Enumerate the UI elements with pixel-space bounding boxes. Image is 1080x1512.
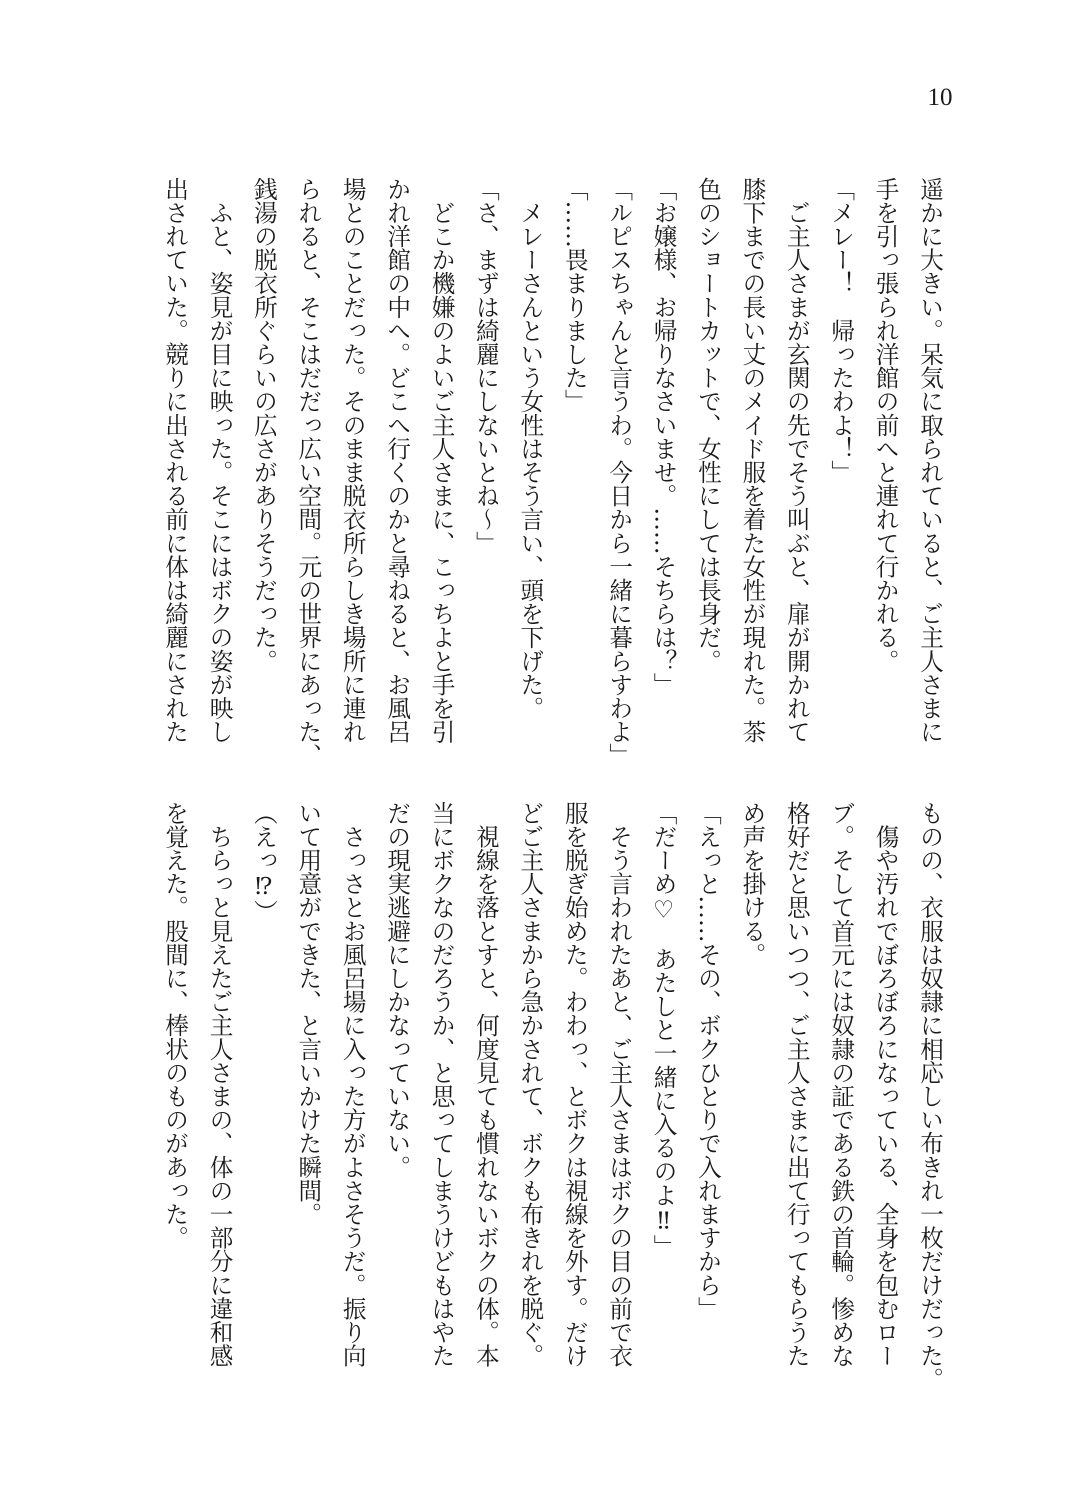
text-line: 手を引っ張られ洋館の前へと連れて行かれる。 bbox=[871, 177, 900, 673]
text-line: ものの、衣服は奴隷に相応しい布きれ一枚だけだった。 bbox=[916, 801, 944, 1391]
text-line: 「えっと……その、ボクひとりで入れますから」 bbox=[693, 801, 722, 1321]
text-line: どご主人さまから急かされて、ボクも布きれを脱ぐ。 bbox=[516, 801, 545, 1368]
text-line: （えっ⁉） bbox=[249, 801, 278, 924]
text-line: いて用意ができた、と言いかけた瞬間。 bbox=[294, 801, 323, 1226]
text-line: ちらっと見えたご主人さまの、体の一部分に違和感 bbox=[205, 801, 234, 1368]
text-line: 「お嬢様、お帰りなさいませ。……そちらは？」 bbox=[649, 177, 678, 697]
text-line: 「ルピスちゃんと言うわ。今日から一緒に暮らすわよ」 bbox=[605, 177, 634, 767]
text-line: 視線を落とすと、何度見ても慣れないボクの体。本 bbox=[471, 801, 500, 1368]
text-line: 格好だと思いつつ、ご主人さまに出て行ってもらうた bbox=[782, 801, 811, 1368]
text-line: 色のショートカットで、女性にしては長身だ。 bbox=[693, 177, 722, 673]
text-line: 出されていた。競りに出される前に体は綺麗にされた bbox=[161, 177, 190, 744]
text-line: 「メレー！ 帰ったわよ！」 bbox=[827, 177, 856, 484]
text-line: そう言われたあと、ご主人さまはボクの目の前で衣 bbox=[605, 801, 634, 1368]
text-line: 場とのことだった。そのまま脱衣所らしき場所に連れ bbox=[338, 177, 367, 744]
text-line: ふと、姿見が目に映った。そこにはボクの姿が映し bbox=[205, 177, 234, 744]
text-line: 当にボクなのだろうか、と思ってしまうけどもはやた bbox=[427, 801, 456, 1368]
text-line: 傷や汚れでぼろぼろになっている、全身を包むロー bbox=[871, 801, 900, 1368]
text-line: 銭湯の脱衣所ぐらいの広さがありそうだった。 bbox=[249, 177, 278, 673]
text-line: 遥かに大きい。呆気に取られていると、ご主人さまに bbox=[916, 177, 944, 744]
text-line: メレーさんという女性はそう言い、頭を下げた。 bbox=[516, 177, 545, 720]
text-line: だの現実逃避にしかなっていない。 bbox=[383, 801, 412, 1179]
text-line: 膝下までの長い丈のメイド服を着た女性が現れた。茶 bbox=[738, 177, 767, 744]
text-line: め声を掛ける。 bbox=[738, 801, 767, 967]
text-line: 服を脱ぎ始めた。わわっ、とボクは視線を外す。だけ bbox=[560, 801, 589, 1368]
text-line: られると、そこはだだっ広い空間。元の世界にあった、 bbox=[294, 177, 323, 767]
text-line: を覚えた。股間に、棒状のものがあった。 bbox=[161, 801, 190, 1250]
text-line: どこか機嫌のよいご主人さまに、こっちよと手を引 bbox=[427, 177, 456, 744]
text-block-bottom bbox=[152, 801, 952, 1391]
text-line: ご主人さまが玄関の先でそう叫ぶと、扉が開かれて bbox=[782, 177, 811, 744]
page-number: 10 bbox=[927, 84, 953, 111]
text-line: かれ洋館の中へ。どこへ行くのかと尋ねると、お風呂 bbox=[383, 177, 412, 744]
text-line: 「さ、まずは綺麗にしないとね～」 bbox=[471, 177, 500, 555]
text-line: ブ。そして首元には奴隷の証である鉄の首輪。惨めな bbox=[827, 801, 856, 1368]
text-block-top bbox=[152, 177, 952, 767]
text-line: 「だーめ♡ あたしと一緒に入るのよ‼」 bbox=[649, 801, 678, 1259]
text-line: さっさとお風呂場に入った方がよさそうだ。振り向 bbox=[338, 801, 367, 1368]
text-line: 「……畏まりました」 bbox=[560, 177, 589, 413]
